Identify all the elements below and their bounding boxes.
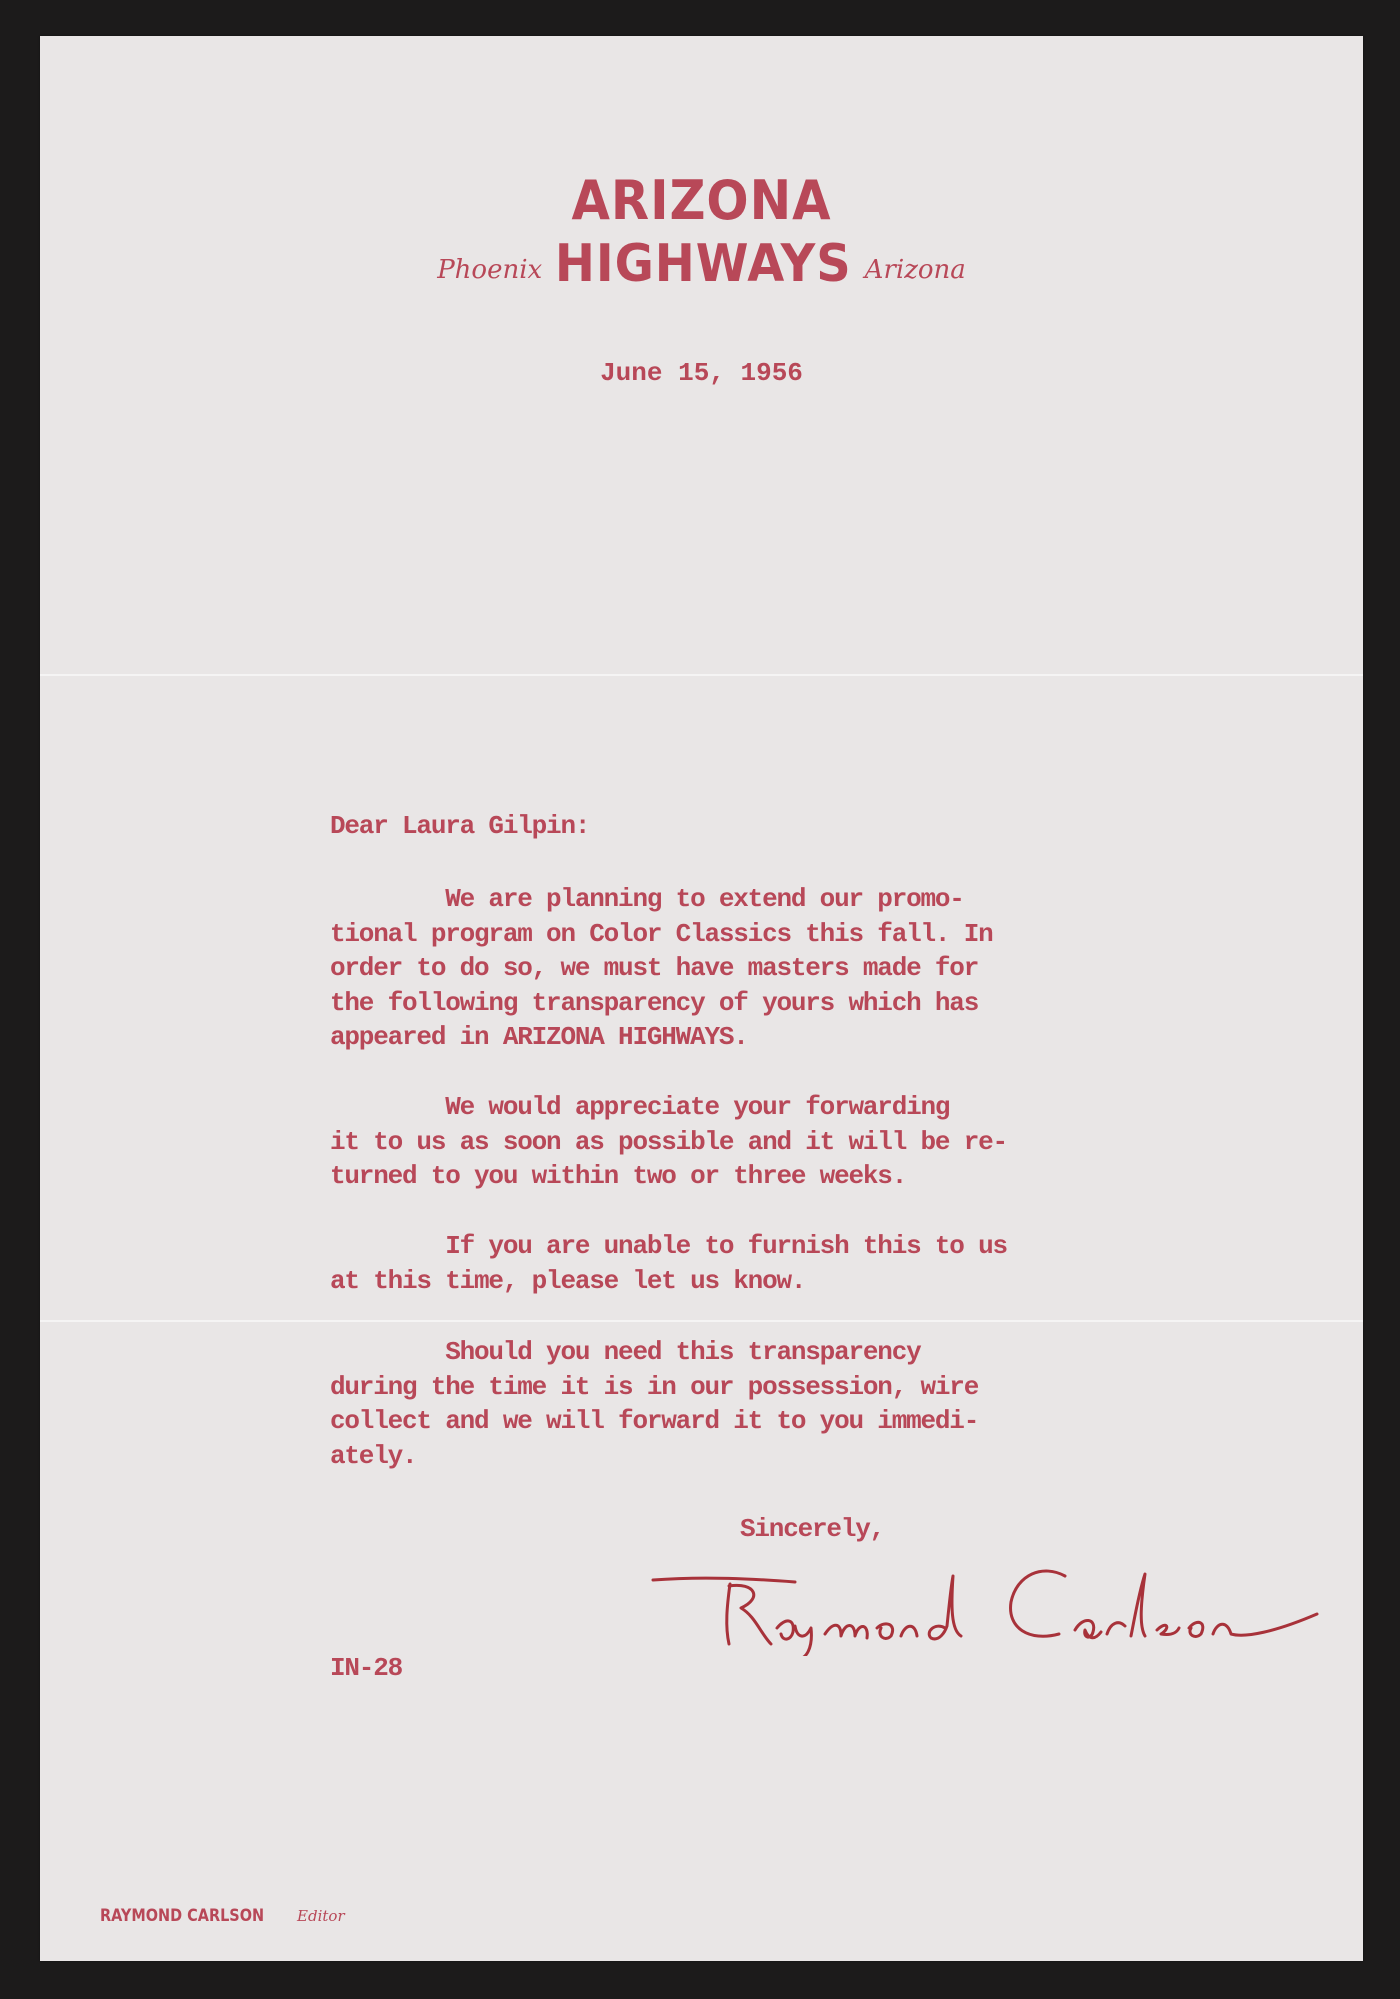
closing: Sincerely, [740,1514,885,1544]
body-paragraph-1: We are planning to extend our promo- tional program on Color Classics this fall. In order to do so, we must have masters made for the following transparency of yours which has appeared in ARIZONA HIGHWAYS. [330,884,993,1052]
letter-date: June 15, 1956 [600,358,803,388]
body-paragraph-2: We would appreciate your forwarding it to us as soon as possible and it will be re- turned to you within two or three weeks. [330,1092,1007,1191]
fold-line [40,1320,1363,1322]
letterhead-title: ARIZONA [571,169,832,232]
fold-line [40,674,1363,676]
footer-editor-title: Editor [297,1907,345,1925]
letterhead-state: Arizona [864,255,966,285]
letterhead-city: Phoenix [437,255,543,285]
handwritten-signature [645,1546,1325,1656]
reference-code: IN-28 [330,1653,403,1683]
body-paragraph-4: Should you need this transparency during the time it is in our possession, wire collect and we will forward it to you immedi- ately. [330,1337,979,1471]
letter-sheet [40,36,1363,1961]
letterhead-subtitle-row [40,234,1363,306]
letterhead-highways: HIGHWAYS [555,234,852,294]
salutation: Dear Laura Gilpin: [330,811,590,841]
footer-editor-name: RAYMOND CARLSON [100,1906,265,1926]
body-paragraph-3: If you are unable to furnish this to us at this time, please let us know. [330,1231,1007,1296]
letter-footer [100,1906,345,1926]
